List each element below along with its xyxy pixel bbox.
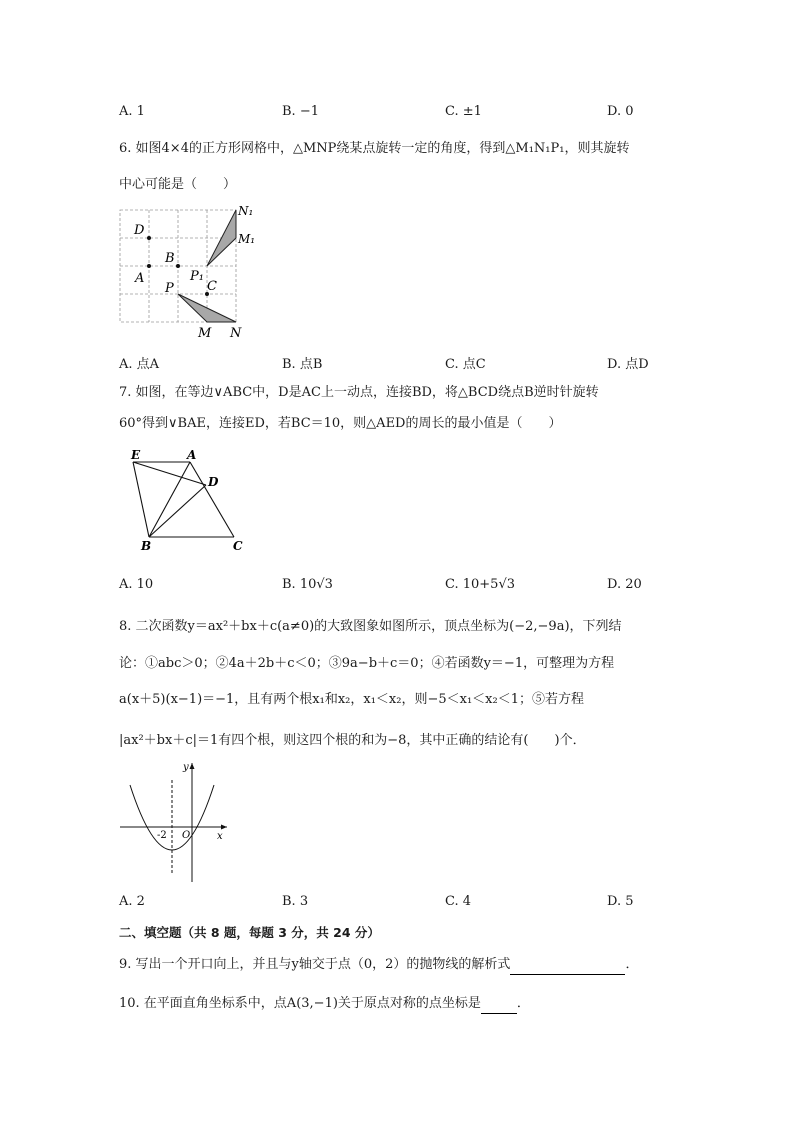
q7-stem-line2: 60°得到∨BAE，连接ED，若BC＝10，则△AED的周长的最小值是（ ） xyxy=(119,416,562,431)
section-heading-fill-in: 二、填空题（共 8 题，每题 3 分，共 24 分） xyxy=(119,925,380,940)
q8-option-d: D. 5 xyxy=(607,894,634,909)
q8-option-a: A. 2 xyxy=(119,894,145,909)
label-o: O xyxy=(182,830,191,841)
q8-figure-parabola xyxy=(115,760,235,885)
q7-stem-line1: 7. 如图，在等边∨ABC中，D是AC上一动点，连接BD，将△BCD绕点B逆时针旋转 xyxy=(119,385,599,400)
q5-option-c: C. ±1 xyxy=(445,104,482,119)
label-a: A xyxy=(135,271,145,286)
label-n1: N₁ xyxy=(238,204,254,218)
q5-option-b: B. −1 xyxy=(282,104,319,119)
q6-option-b: B. 点B xyxy=(282,357,323,372)
label-e: E xyxy=(131,448,141,462)
point-a xyxy=(147,264,151,268)
q9-text: 9. 写出一个开口向上，并且与y轴交于点（0，2）的抛物线的解析式 xyxy=(119,957,511,972)
q6-option-c: C. 点C xyxy=(445,357,486,372)
q6-option-a: A. 点A xyxy=(119,357,160,372)
q6-stem-line2: 中心可能是（ ） xyxy=(119,177,237,192)
q7-option-c: C. 10+5√3 xyxy=(445,577,516,592)
label-x: x xyxy=(217,831,223,842)
label-m1: M₁ xyxy=(238,232,256,246)
label-p: P xyxy=(165,281,174,296)
q7-option-d: D. 20 xyxy=(607,577,642,592)
q10-answer-blank[interactable] xyxy=(481,999,517,1014)
label-y: y xyxy=(183,762,189,773)
q6-option-d: D. 点D xyxy=(607,357,649,372)
label-b: B xyxy=(141,539,152,553)
q8-stem-line1: 8. 二次函数y＝ax²＋bx＋c(a≠0)的大致图象如图所示，顶点坐标为(−2,−9a)，下列结 xyxy=(119,619,622,634)
label-c: C xyxy=(233,539,243,553)
q9-answer-blank[interactable] xyxy=(510,960,625,975)
q5-option-a: A. 1 xyxy=(119,104,145,119)
label-m: M xyxy=(198,326,212,341)
q6-stem-line1: 6. 如图4×4的正方形网格中，△MNP绕某点旋转一定的角度，得到△M₁N₁P₁，则其旋转 xyxy=(119,141,630,156)
label-neg2: -2 xyxy=(157,830,167,841)
q6-figure-grid xyxy=(110,200,260,342)
q7-option-b: B. 10√3 xyxy=(282,577,333,592)
q5-option-d: D. 0 xyxy=(607,104,634,119)
triangle-mnp xyxy=(178,294,236,322)
label-d: D xyxy=(208,475,219,489)
q7-option-a: A. 10 xyxy=(119,577,154,592)
q8-option-c: C. 4 xyxy=(445,894,472,909)
label-d: D xyxy=(134,223,145,238)
q8-stem-line4: |ax²＋bx＋c|＝1有四个根，则这四个根的和为−8，其中正确的结论有( )个． xyxy=(119,733,586,748)
q8-stem-line2: 论：①abc＞0；②4a＋2b＋c＜0；③9a−b＋c＝0；④若函数y＝−1，可整理为方程 xyxy=(119,656,615,671)
label-c: C xyxy=(207,279,217,294)
label-n: N xyxy=(230,326,242,341)
label-a: A xyxy=(187,448,197,462)
q10-text: 10. 在平面直角坐标系中，点A(3,−1)关于原点对称的点坐标是 xyxy=(119,996,481,1011)
q9-end: ． xyxy=(625,957,639,972)
q8-option-b: B. 3 xyxy=(282,894,309,909)
q7-figure xyxy=(122,445,262,560)
point-d xyxy=(147,236,151,240)
q9-stem xyxy=(119,955,638,975)
q10-stem xyxy=(119,994,530,1014)
q10-end: ． xyxy=(516,996,530,1011)
point-b xyxy=(176,264,180,268)
label-p1: P₁ xyxy=(190,269,204,284)
q8-stem-line3: a(x＋5)(x−1)＝−1，且有两个根x₁和x₂，x₁＜x₂，则−5＜x₁＜x₂＜1；⑤若方程 xyxy=(119,692,584,707)
label-b: B xyxy=(165,251,175,266)
